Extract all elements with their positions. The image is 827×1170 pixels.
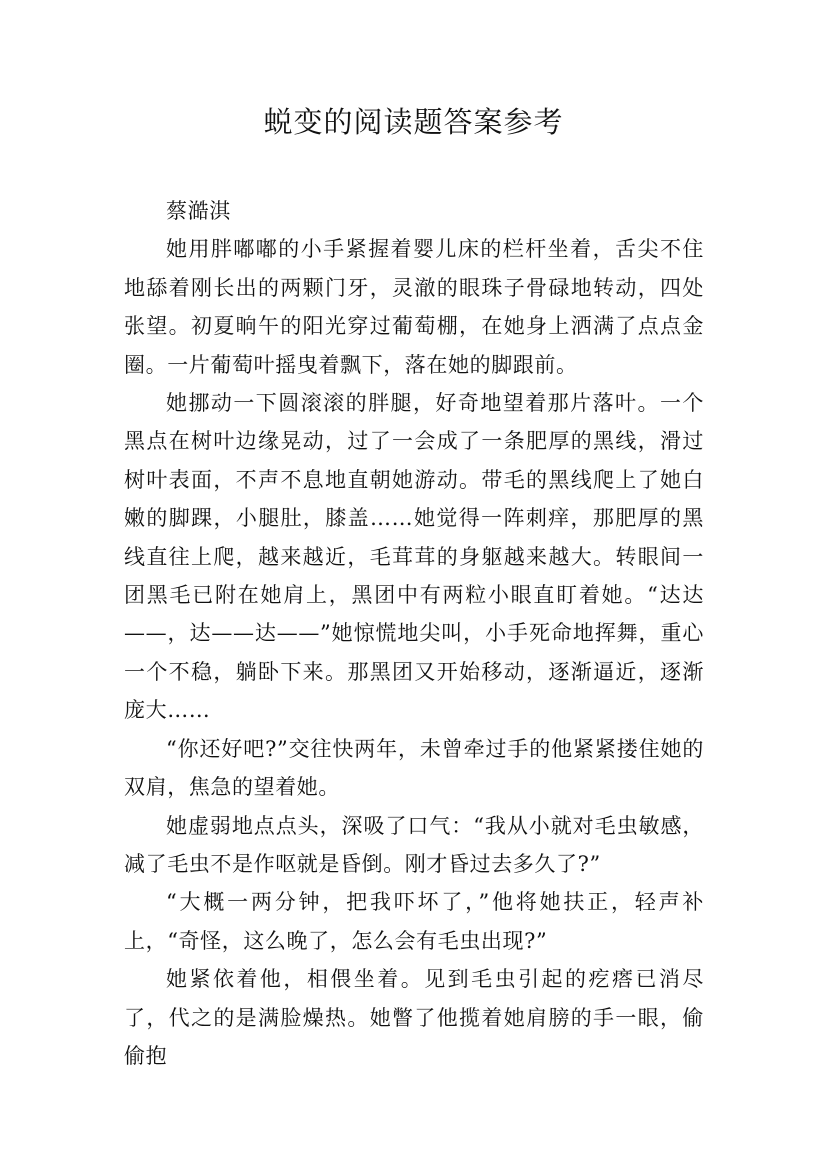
document-title: 蜕变的阅读题答案参考	[263, 105, 564, 139]
paragraph: 她用胖嘟嘟的小手紧握着婴儿床的栏杆坐着，舌尖不住地舔着刚长出的两颗门牙，灵澈的眼珠子骨碌地转动，四处张望。初夏晌午的阳光穿过葡萄棚，在她身上洒满了点点金圈。一片葡萄叶摇曳着飘下，落在她的脚跟前。	[124, 237, 704, 377]
article-body	[124, 192, 704, 1075]
paragraph: 她紧依着他，相偎坐着。见到毛虫引起的疙瘩已消尽了，代之的是满脸燥热。她瞥了他揽着她肩膀的手一眼，偷偷抱	[124, 967, 704, 1068]
author-name: 蔡澔淇	[166, 199, 231, 223]
paragraph: 她虚弱地点点头，深吸了口气：“我从小就对毛虫敏感，减了毛虫不是作呕就是昏倒。刚才昏过去多久了?”	[124, 813, 704, 876]
paragraph: “你还好吧?”交往快两年，未曾牵过手的他紧紧搂住她的双肩，焦急的望着她。	[124, 736, 704, 800]
paragraph: 她挪动一下圆滚滚的胖腿，好奇地望着那片落叶。一个黑点在树叶边缘晃动，过了一会成了一条肥厚的黑线，滑过树叶表面，不声不息地直朝她游动。带毛的黑线爬上了她白嫩的脚踝，小腿肚，膝盖……她觉得一阵刺痒，那肥厚的黑线直往上爬，越来越近，毛茸茸的身躯越来越大。转眼间一团黑毛已附在她肩上，黑团中有两粒小眼直盯着她。“达达——，达——达——”她惊慌地尖叫，小手死命地挥舞，重心一个不稳，躺卧下来。那黑团又开始移动，逐渐逼近，逐渐庞大……	[124, 391, 704, 723]
paragraph: “大概一两分钟，把我吓坏了，”他将她扶正，轻声补上，“奇怪，这么晚了，怎么会有毛虫出现?”	[124, 890, 704, 953]
